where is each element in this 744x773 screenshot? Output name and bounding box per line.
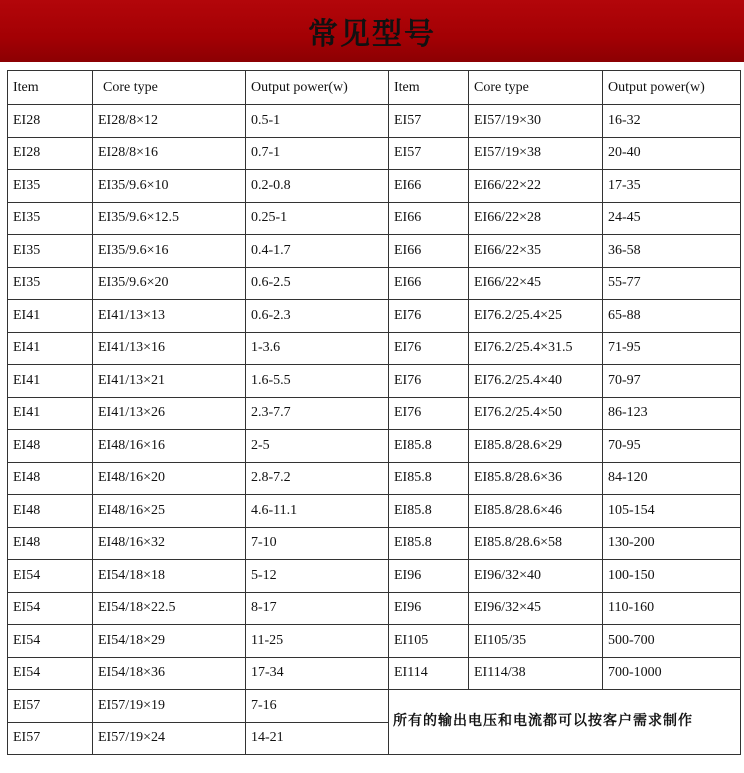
cell-output-power-right: 17-35 <box>603 170 741 203</box>
table-row <box>8 235 741 268</box>
cell-item-right: EI66 <box>389 235 469 268</box>
cell-output-power-right: 86-123 <box>603 397 741 430</box>
cell-item-right: EI66 <box>389 202 469 235</box>
table-row <box>8 267 741 300</box>
cell-output-power-left: 8-17 <box>246 592 389 625</box>
table-row <box>8 462 741 495</box>
cell-item-left: EI35 <box>8 267 93 300</box>
cell-core-type-right: EI85.8/28.6×46 <box>469 495 603 528</box>
cell-item-right: EI96 <box>389 560 469 593</box>
cell-output-power-left: 1-3.6 <box>246 332 389 365</box>
cell-output-power-left: 2.8-7.2 <box>246 462 389 495</box>
cell-core-type-left: EI54/18×18 <box>93 560 246 593</box>
cell-output-power-right: 65-88 <box>603 300 741 333</box>
header-item-left: Item <box>8 71 93 105</box>
cell-output-power-left: 0.7-1 <box>246 137 389 170</box>
cell-output-power-left: 14-21 <box>246 722 389 755</box>
cell-output-power-right: 70-97 <box>603 365 741 398</box>
cell-core-type-left: EI35/9.6×12.5 <box>93 202 246 235</box>
cell-core-type-left: EI48/16×16 <box>93 430 246 463</box>
cell-output-power-right: 55-77 <box>603 267 741 300</box>
cell-output-power-left: 7-10 <box>246 527 389 560</box>
cell-core-type-right: EI66/22×45 <box>469 267 603 300</box>
cell-output-power-left: 4.6-11.1 <box>246 495 389 528</box>
cell-core-type-right: EI76.2/25.4×50 <box>469 397 603 430</box>
table-header-row <box>8 71 741 105</box>
header-item-right: Item <box>389 71 469 105</box>
cell-core-type-left: EI28/8×16 <box>93 137 246 170</box>
cell-output-power-left: 1.6-5.5 <box>246 365 389 398</box>
cell-core-type-left: EI35/9.6×16 <box>93 235 246 268</box>
table-body <box>8 71 741 755</box>
table-row <box>8 560 741 593</box>
cell-item-left: EI41 <box>8 332 93 365</box>
cell-item-left: EI35 <box>8 202 93 235</box>
table-row <box>8 137 741 170</box>
cell-core-type-left: EI41/13×13 <box>93 300 246 333</box>
cell-item-right: EI96 <box>389 592 469 625</box>
cell-item-left: EI54 <box>8 560 93 593</box>
cell-core-type-left: EI48/16×25 <box>93 495 246 528</box>
cell-output-power-right: 105-154 <box>603 495 741 528</box>
cell-core-type-left: EI48/16×32 <box>93 527 246 560</box>
cell-item-left: EI54 <box>8 592 93 625</box>
cell-core-type-left: EI54/18×29 <box>93 625 246 658</box>
cell-output-power-right: 71-95 <box>603 332 741 365</box>
cell-core-type-left: EI41/13×26 <box>93 397 246 430</box>
cell-output-power-right: 84-120 <box>603 462 741 495</box>
cell-item-right: EI66 <box>389 170 469 203</box>
cell-output-power-left: 0.4-1.7 <box>246 235 389 268</box>
cell-item-left: EI54 <box>8 625 93 658</box>
cell-item-left: EI48 <box>8 462 93 495</box>
cell-core-type-left: EI41/13×21 <box>93 365 246 398</box>
cell-output-power-left: 0.6-2.5 <box>246 267 389 300</box>
cell-core-type-left: EI57/19×24 <box>93 722 246 755</box>
table-row <box>8 332 741 365</box>
cell-item-right: EI76 <box>389 397 469 430</box>
cell-core-type-right: EI105/35 <box>469 625 603 658</box>
cell-output-power-left: 2.3-7.7 <box>246 397 389 430</box>
cell-item-left: EI28 <box>8 137 93 170</box>
cell-item-right: EI85.8 <box>389 430 469 463</box>
cell-output-power-right: 700-1000 <box>603 657 741 690</box>
cell-core-type-left: EI54/18×36 <box>93 657 246 690</box>
header-core-type-left: Core type <box>93 71 246 105</box>
cell-core-type-right: EI76.2/25.4×25 <box>469 300 603 333</box>
cell-item-right: EI105 <box>389 625 469 658</box>
header-output-power-right: Output power(w) <box>603 71 741 105</box>
cell-item-right: EI76 <box>389 332 469 365</box>
cell-output-power-left: 7-16 <box>246 690 389 723</box>
cell-output-power-left: 17-34 <box>246 657 389 690</box>
cell-item-right: EI85.8 <box>389 462 469 495</box>
cell-item-right: EI85.8 <box>389 527 469 560</box>
cell-item-right: EI57 <box>389 137 469 170</box>
cell-core-type-right: EI66/22×22 <box>469 170 603 203</box>
cell-item-left: EI48 <box>8 495 93 528</box>
core-spec-table <box>7 70 741 755</box>
cell-output-power-left: 0.5-1 <box>246 105 389 138</box>
cell-output-power-left: 0.25-1 <box>246 202 389 235</box>
cell-core-type-left: EI35/9.6×10 <box>93 170 246 203</box>
cell-core-type-right: EI85.8/28.6×29 <box>469 430 603 463</box>
cell-core-type-right: EI57/19×38 <box>469 137 603 170</box>
table-row <box>8 592 741 625</box>
table-row <box>8 365 741 398</box>
table-row <box>8 397 741 430</box>
table-row <box>8 690 741 723</box>
cell-output-power-right: 36-58 <box>603 235 741 268</box>
cell-core-type-left: EI57/19×19 <box>93 690 246 723</box>
cell-core-type-right: EI76.2/25.4×40 <box>469 365 603 398</box>
cell-item-left: EI48 <box>8 527 93 560</box>
cell-core-type-left: EI28/8×12 <box>93 105 246 138</box>
cell-item-left: EI28 <box>8 105 93 138</box>
page-title: 常见型号 <box>308 17 436 52</box>
table-row <box>8 625 741 658</box>
title-banner <box>0 0 744 62</box>
cell-output-power-right: 24-45 <box>603 202 741 235</box>
cell-item-left: EI35 <box>8 235 93 268</box>
header-output-power-left: Output power(w) <box>246 71 389 105</box>
cell-item-right: EI114 <box>389 657 469 690</box>
header-core-type-right: Core type <box>469 71 603 105</box>
cell-output-power-right: 110-160 <box>603 592 741 625</box>
cell-item-right: EI57 <box>389 105 469 138</box>
cell-item-left: EI48 <box>8 430 93 463</box>
cell-output-power-left: 0.6-2.3 <box>246 300 389 333</box>
cell-item-left: EI57 <box>8 722 93 755</box>
cell-output-power-left: 0.2-0.8 <box>246 170 389 203</box>
cell-item-left: EI41 <box>8 300 93 333</box>
cell-output-power-right: 70-95 <box>603 430 741 463</box>
cell-output-power-right: 500-700 <box>603 625 741 658</box>
cell-item-left: EI41 <box>8 365 93 398</box>
table-row <box>8 105 741 138</box>
table-row <box>8 657 741 690</box>
cell-core-type-right: EI96/32×40 <box>469 560 603 593</box>
cell-core-type-right: EI85.8/28.6×36 <box>469 462 603 495</box>
table-row <box>8 527 741 560</box>
cell-core-type-right: EI66/22×35 <box>469 235 603 268</box>
cell-core-type-left: EI54/18×22.5 <box>93 592 246 625</box>
cell-core-type-right: EI96/32×45 <box>469 592 603 625</box>
cell-core-type-right: EI66/22×28 <box>469 202 603 235</box>
cell-core-type-right: EI76.2/25.4×31.5 <box>469 332 603 365</box>
table-row <box>8 170 741 203</box>
cell-item-right: EI85.8 <box>389 495 469 528</box>
cell-core-type-left: EI41/13×16 <box>93 332 246 365</box>
table-row <box>8 202 741 235</box>
table-row <box>8 495 741 528</box>
cell-core-type-right: EI85.8/28.6×58 <box>469 527 603 560</box>
cell-core-type-right: EI114/38 <box>469 657 603 690</box>
cell-output-power-left: 11-25 <box>246 625 389 658</box>
cell-output-power-right: 20-40 <box>603 137 741 170</box>
cell-item-left: EI35 <box>8 170 93 203</box>
cell-core-type-left: EI48/16×20 <box>93 462 246 495</box>
cell-item-left: EI41 <box>8 397 93 430</box>
cell-output-power-right: 100-150 <box>603 560 741 593</box>
cell-core-type-right: EI57/19×30 <box>469 105 603 138</box>
cell-output-power-right: 16-32 <box>603 105 741 138</box>
cell-output-power-right: 130-200 <box>603 527 741 560</box>
cell-output-power-left: 5-12 <box>246 560 389 593</box>
cell-item-right: EI66 <box>389 267 469 300</box>
cell-item-right: EI76 <box>389 300 469 333</box>
custom-order-note: 所有的输出电压和电流都可以按客户需求制作 <box>389 690 741 755</box>
cell-item-left: EI54 <box>8 657 93 690</box>
cell-core-type-left: EI35/9.6×20 <box>93 267 246 300</box>
cell-output-power-left: 2-5 <box>246 430 389 463</box>
table-row <box>8 430 741 463</box>
cell-item-left: EI57 <box>8 690 93 723</box>
cell-item-right: EI76 <box>389 365 469 398</box>
table-row <box>8 300 741 333</box>
